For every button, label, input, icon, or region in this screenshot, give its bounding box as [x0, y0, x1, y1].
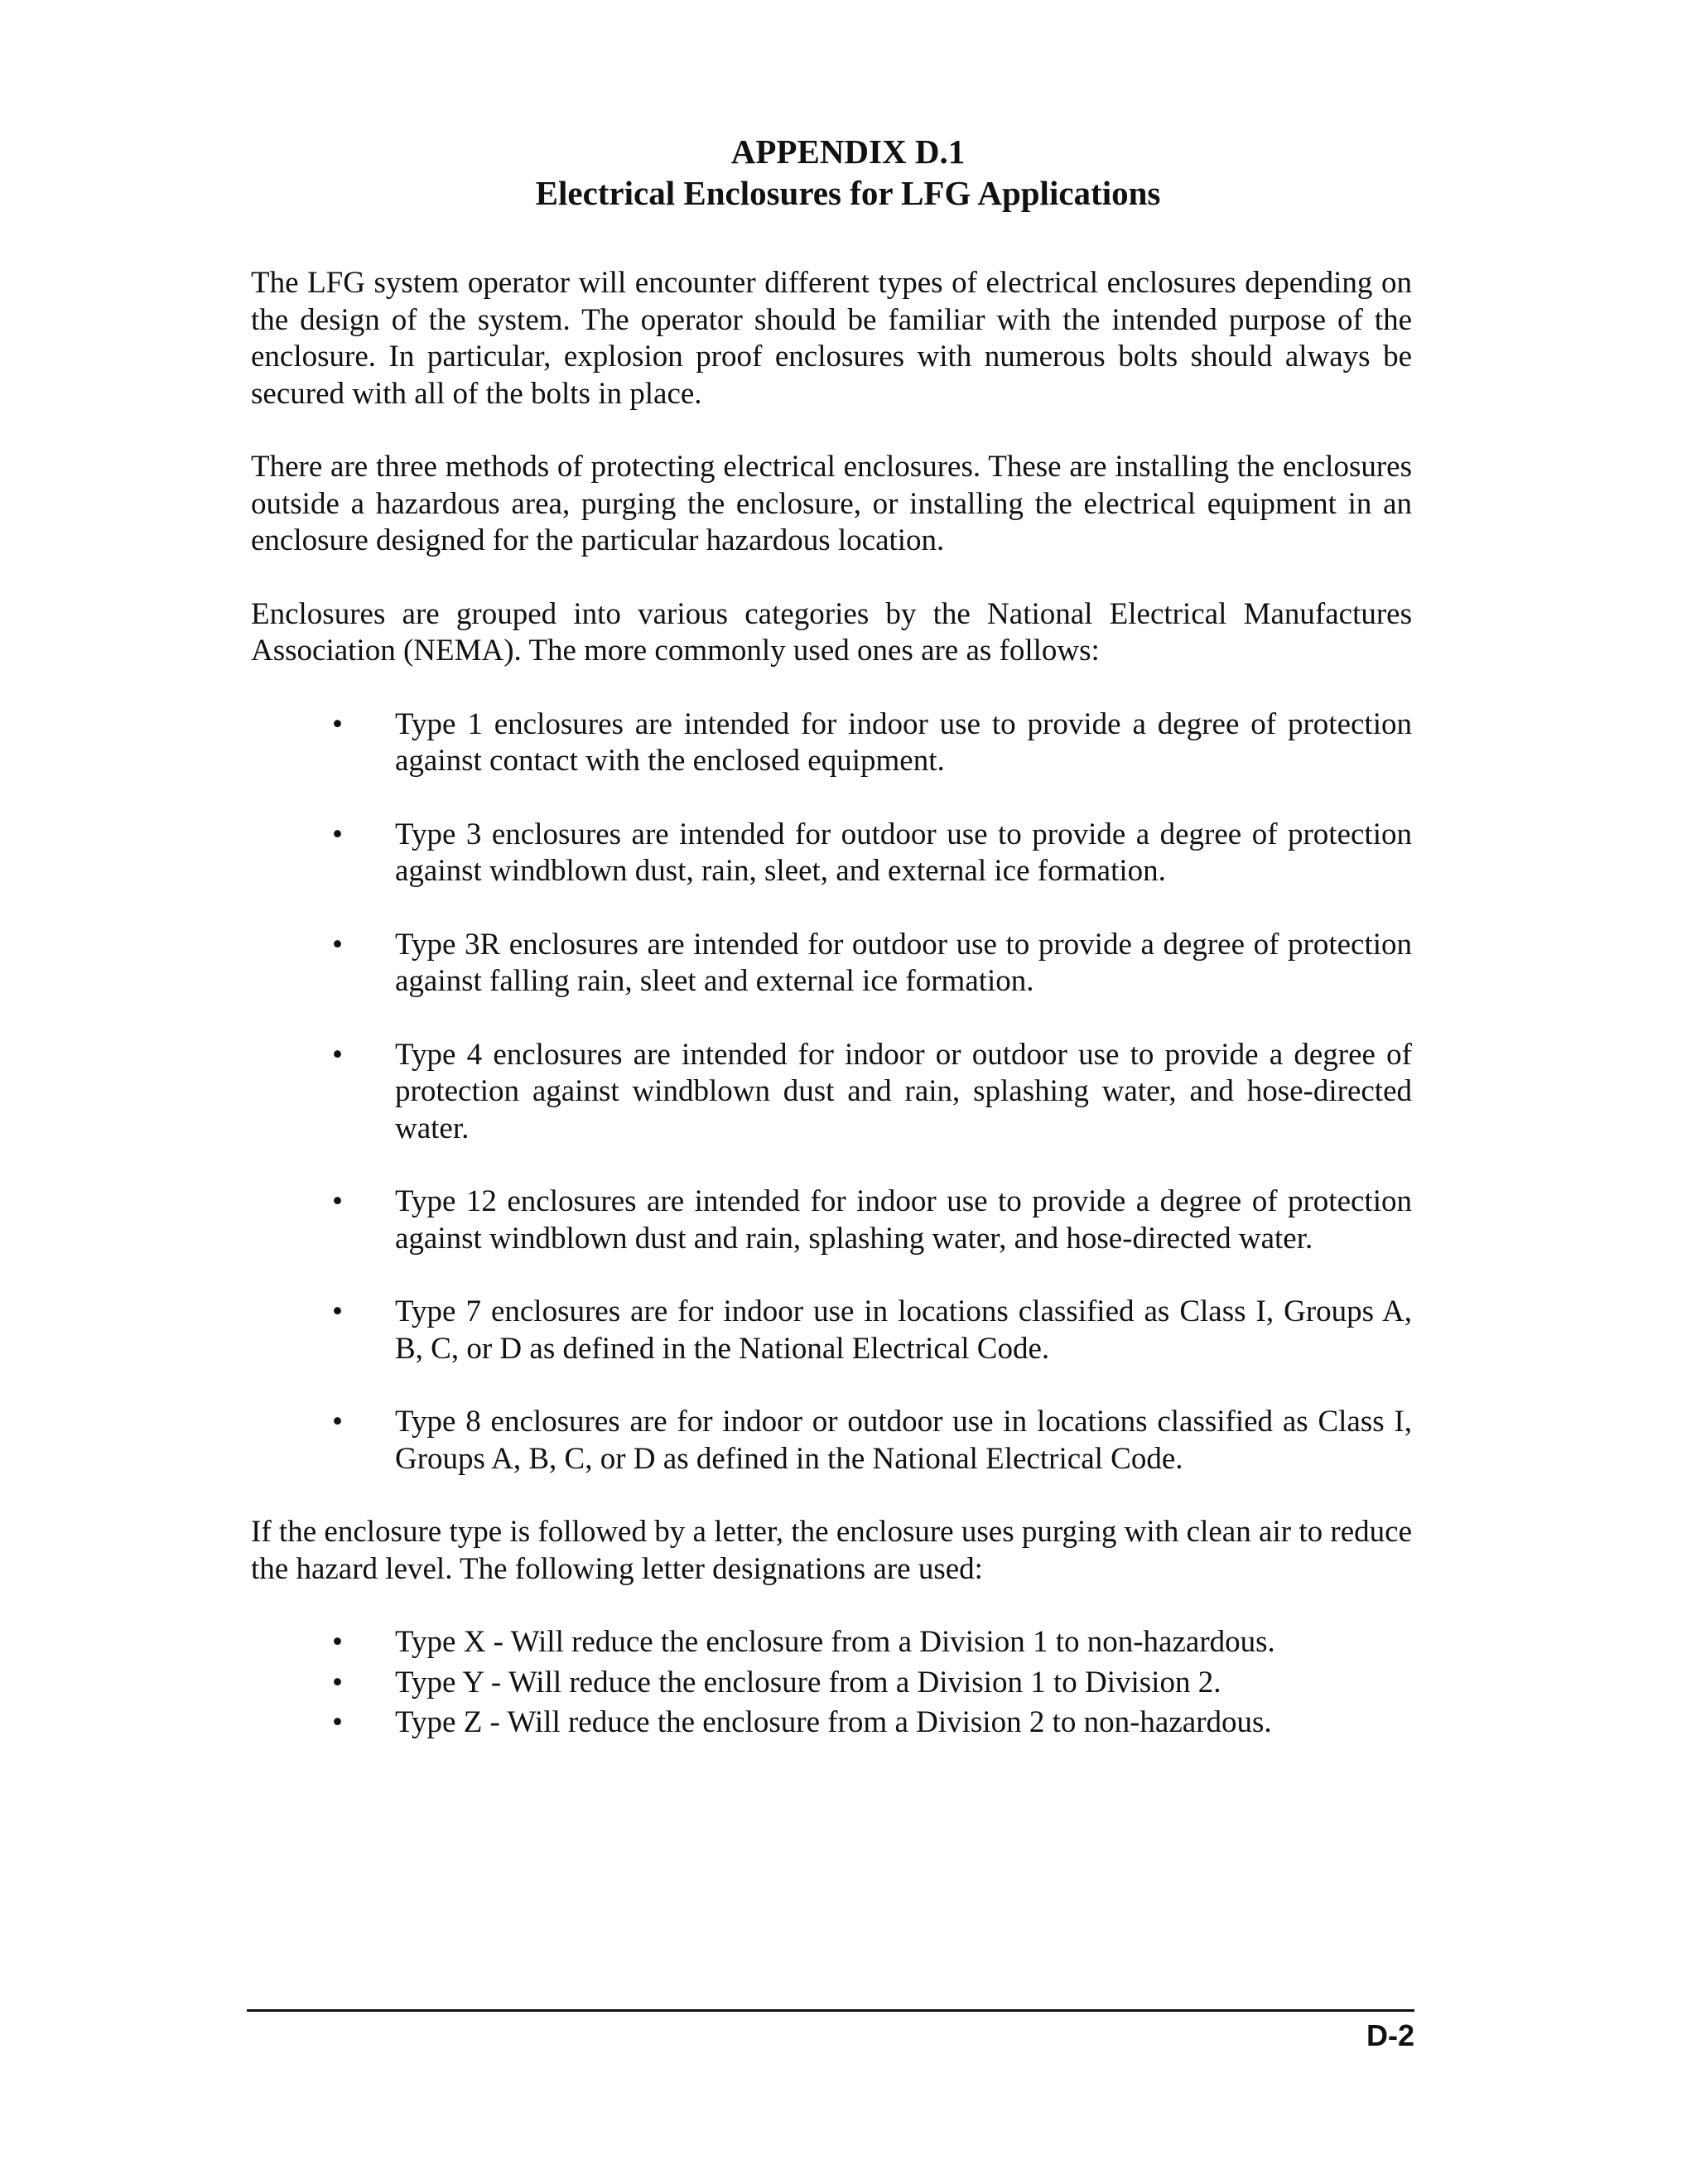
bullet-icon: • [332, 1294, 343, 1328]
list-item [332, 927, 1412, 1000]
list-item-text: Type 3 enclosures are intended for outdoor use to provide a degree of protection against windblown dust, rain, sleet, and external ice formation. [395, 817, 1412, 888]
list-item-text: Type 8 enclosures are for indoor or outdoor use in locations classified as Class I, Groups A, B, C, or D as defined in the National Electrical Code. [395, 1405, 1412, 1476]
list-item-text: Type 3R enclosures are intended for outdoor use to provide a degree of protection against falling rain, sleet and external ice formation. [395, 927, 1412, 998]
list-item [332, 1665, 1412, 1702]
list-item [332, 1624, 1412, 1661]
nema-type-list [251, 706, 1412, 1478]
intro-paragraph: The LFG system operator will encounter different types of electrical enclosures depending on the design of the system. The operator should be familiar with the intended purpose of the enclosure. In particular, explosion proof enclosures with numerous bolts should always be secured with all of the bolts in place. [251, 266, 1412, 411]
bullet-icon: • [332, 1184, 343, 1218]
list-item-text: Type X - Will reduce the enclosure from a Division 1 to non-hazardous. [395, 1625, 1275, 1659]
bullet-icon: • [332, 1405, 343, 1439]
purging-paragraph: If the enclosure type is followed by a letter, the enclosure uses purging with clean air to reduce the hazard level. The following letter designations are used: [251, 1515, 1412, 1586]
list-item-text: Type 7 enclosures are for indoor use in locations classified as Class I, Groups A, B, C, or D as defined in the National Electrical Code. [395, 1294, 1412, 1366]
list-item [332, 1704, 1412, 1742]
methods-paragraph: There are three methods of protecting electrical enclosures. These are installing the enclosures outside a hazardous area, purging the enclosure, or installing the electrical equipment in an enclosure designed for the particular hazardous location. [251, 450, 1412, 557]
list-item-text: Type Z - Will reduce the enclosure from a Division 2 to non-hazardous. [395, 1705, 1272, 1739]
bullet-icon: • [332, 1625, 343, 1659]
bullet-icon: • [332, 1037, 343, 1072]
list-item-text: Type 1 enclosures are intended for indoor use to provide a degree of protection against contact with the enclosed equipment. [395, 706, 1412, 778]
list-item [332, 817, 1412, 890]
appendix-heading: APPENDIX D.1 [730, 133, 966, 171]
list-item [332, 1037, 1412, 1148]
nema-paragraph: Enclosures are grouped into various categories by the National Electrical Manufactures Association (NEMA). The more commonly used ones are as follows: [251, 596, 1412, 668]
list-item [332, 1294, 1412, 1367]
title-block [0, 131, 1696, 214]
bullet-icon: • [332, 706, 343, 741]
list-item [332, 1404, 1412, 1478]
page-number: D-2 [1366, 2018, 1414, 2052]
bullet-icon: • [332, 817, 343, 851]
bullet-icon: • [332, 1705, 343, 1739]
footer-divider [247, 2009, 1414, 2012]
list-item-text: Type 12 enclosures are intended for indoor use to provide a degree of protection against windblown dust and rain, splashing water, and hose-directed water. [395, 1184, 1412, 1256]
list-item-text: Type Y - Will reduce the enclosure from a Division 1 to Division 2. [395, 1665, 1221, 1699]
letter-designation-list [251, 1624, 1412, 1742]
body-content [251, 265, 1412, 1778]
list-item [332, 706, 1412, 780]
list-item [332, 1184, 1412, 1257]
page-title: Electrical Enclosures for LFG Applications [535, 174, 1161, 212]
bullet-icon: • [332, 1665, 343, 1699]
list-item-text: Type 4 enclosures are intended for indoor or outdoor use to provide a degree of protection against windblown dust and rain, splashing water, and hose-directed water. [395, 1037, 1412, 1145]
bullet-icon: • [332, 927, 343, 962]
